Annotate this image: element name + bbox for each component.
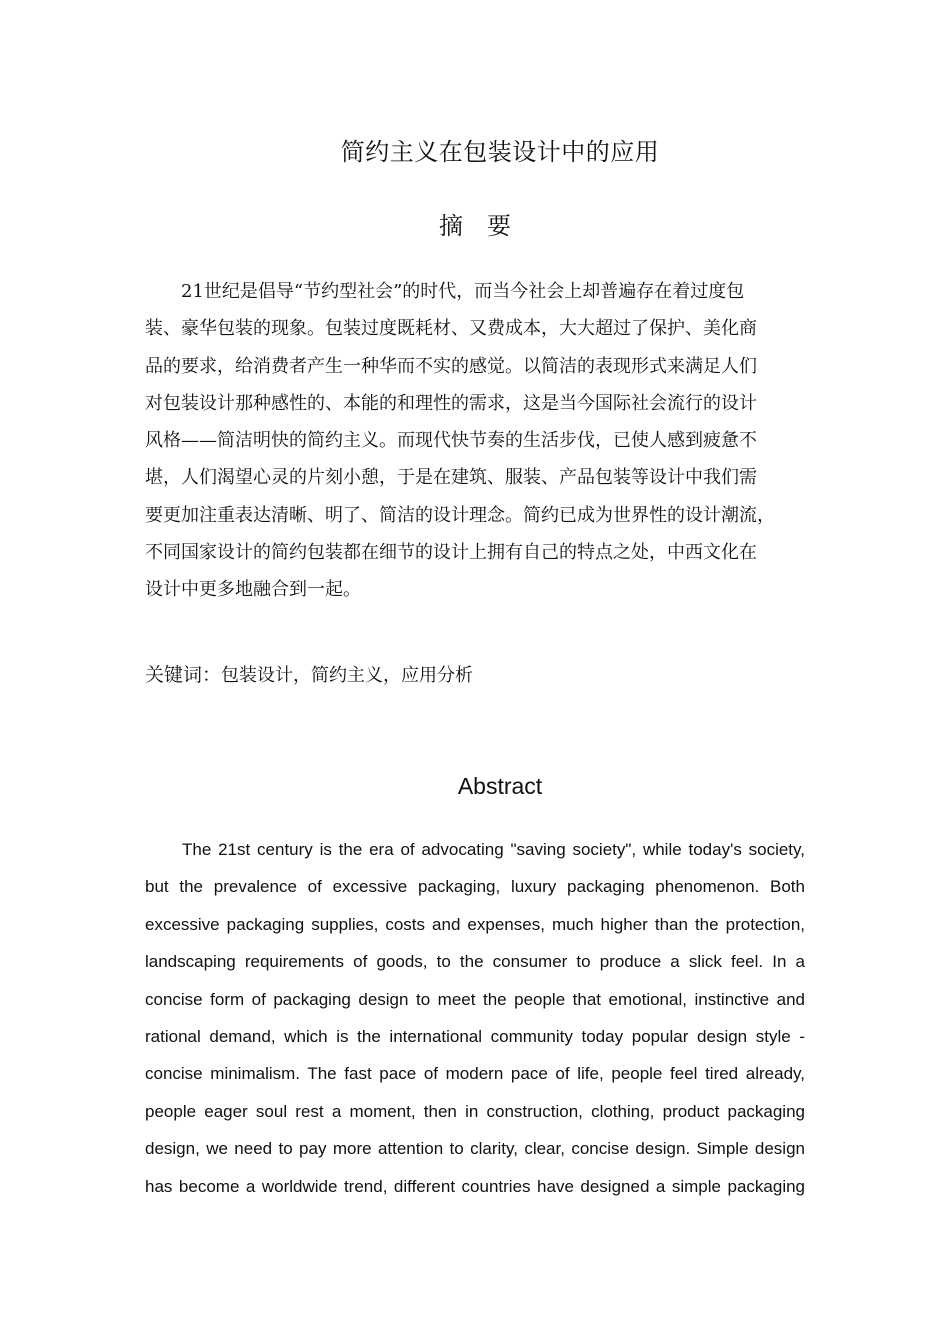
abstract-english-line: concise form of packaging design to meet the people that emotional, instinctive and — [145, 989, 805, 1009]
keywords-label: 关键词： — [145, 664, 222, 686]
abstract-chinese-line: 品的要求，给消费者产生一种华而不实的感觉。以简洁的表现形式来满足人们 — [145, 355, 757, 377]
abstract-english-line: excessive packaging supplies, costs and expenses, much higher than the protection, — [145, 914, 805, 934]
abstract-english-line: concise minimalism. The fast pace of modern pace of life, people feel tired already, — [145, 1064, 805, 1084]
abstract-english-line: has become a worldwide trend, different countries have designed a simple packaging — [145, 1176, 805, 1196]
abstract-heading-english: Abstract — [457, 773, 543, 799]
abstract-english-line: The 21st century is the era of advocating "saving society", while today's society, — [182, 840, 805, 859]
abstract-english-line: landscaping requirements of goods, to the consumer to produce a slick feel. In a — [145, 952, 805, 972]
abstract-english-line: rational demand, which is the international community today popular design style - — [145, 1026, 805, 1046]
abstract-chinese-line: 装、豪华包装的现象。包装过度既耗材、又费成本，大大超过了保护、美化商 — [145, 318, 757, 340]
abstract-chinese-line: 要更加注重表达清晰、明了、简洁的设计理念。简约已成为世界性的设计潮流， — [145, 504, 775, 526]
abstract-chinese-paragraph — [145, 273, 825, 609]
abstract-chinese-line: 堪，人们渴望心灵的片刻小憩，于是在建筑、服装、产品包装等设计中我们需 — [145, 467, 757, 489]
abstract-heading-chinese — [0, 208, 950, 244]
abstract-chinese-line: 不同国家设计的简约包装都在细节的设计上拥有自己的特点之处，中西文化在 — [145, 542, 757, 564]
document-title: 简约主义在包装设计中的应用 — [340, 138, 660, 166]
abstract-english-line: but the prevalence of excessive packaging, luxury packaging phenomenon. Both — [145, 877, 805, 897]
abstract-chinese-line: 风格——简洁明快的简约主义。而现代快节奏的生活步伐，已使人感到疲惫不 — [145, 430, 757, 452]
abstract-chinese-line: 设计中更多地融合到一起。 — [145, 579, 361, 601]
abstract-english-paragraph — [145, 831, 805, 1205]
abstract-heading-char-1: 摘 — [439, 212, 463, 240]
keywords-value: 包装设计，简约主义，应用分析 — [221, 665, 474, 686]
abstract-heading-char-2: 要 — [487, 212, 511, 240]
abstract-chinese-line: 对包装设计那种感性的、本能的和理性的需求，这是当今国际社会流行的设计 — [145, 392, 757, 414]
abstract-english-line: design, we need to pay more attention to clarity, clear, concise design. Simple design — [145, 1139, 805, 1159]
keywords-line — [145, 657, 825, 695]
abstract-chinese-line: 21世纪是倡导“节约型社会”的时代，而当今社会上却普遍存在着过度包 — [181, 281, 745, 302]
abstract-english-line: people eager soul rest a moment, then in construction, clothing, product packaging — [145, 1101, 805, 1121]
